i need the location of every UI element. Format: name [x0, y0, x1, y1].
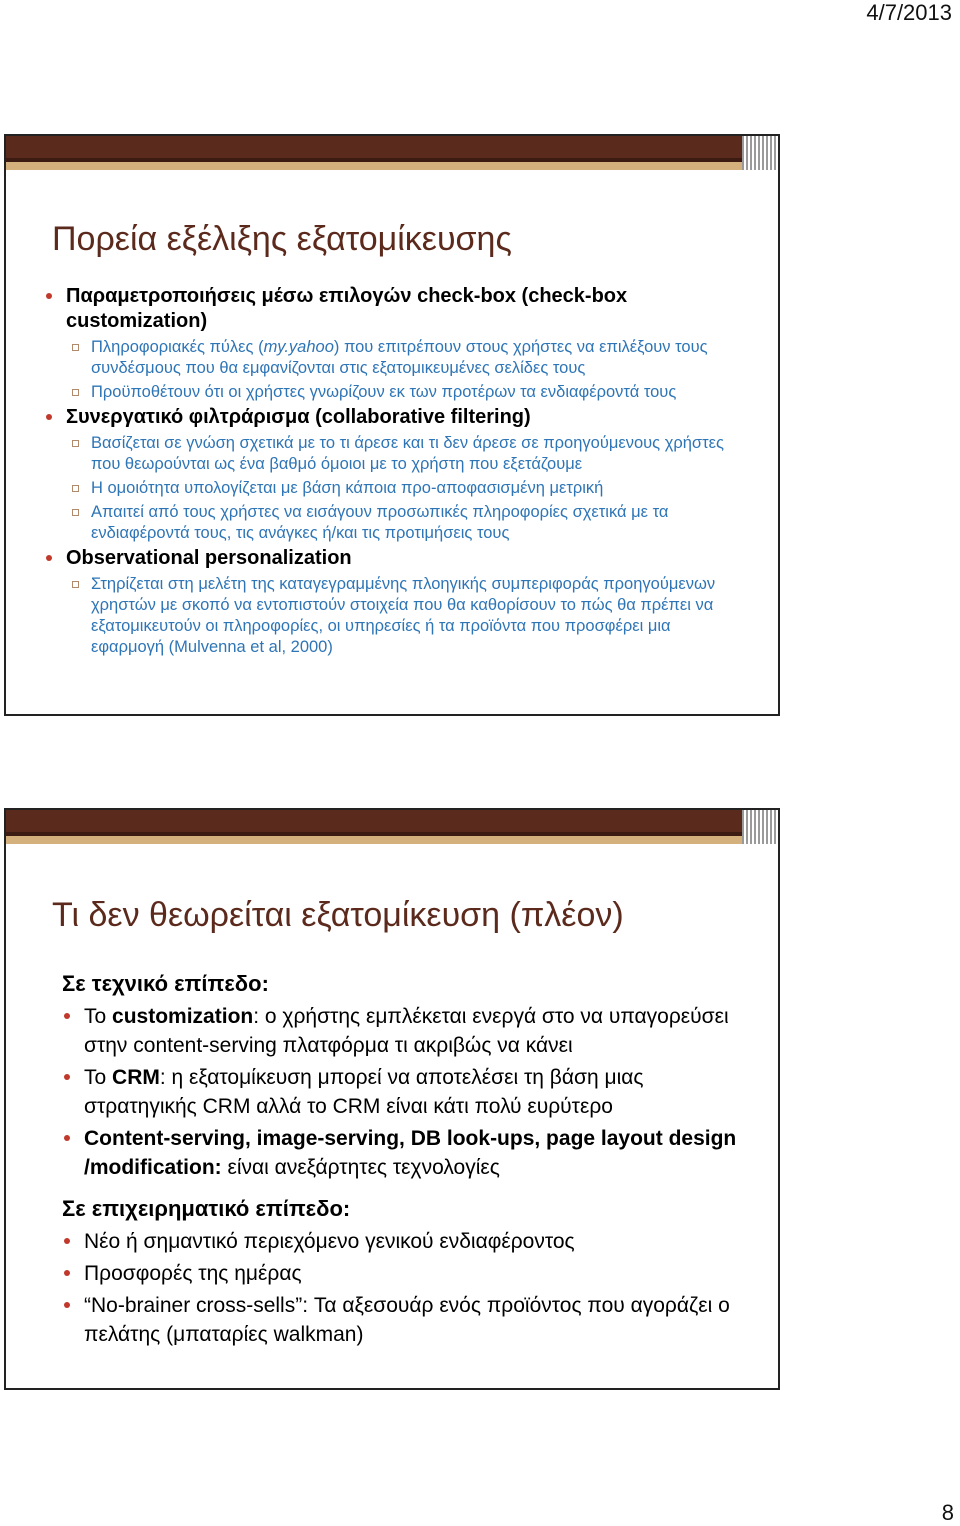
sub-bullet: Προϋποθέτουν ότι οι χρήστες γνωρίζουν εκ των προτέρων τα ενδιαφέροντά τους [44, 382, 748, 403]
item-bold: Content-serving, image-serving, DB look-ups, page layout design /modification: [84, 1127, 737, 1179]
list-item: Νέο ή σημαντικό περιεχόμενο γενικού ενδιαφέροντος [44, 1227, 748, 1256]
item-bold: CRM [112, 1066, 160, 1089]
slide-header-accent [6, 162, 778, 170]
item-bold: customization [112, 1005, 254, 1028]
slide-title: Τι δεν θεωρείται εξατομίκευση (πλέον) [52, 896, 624, 934]
corner-stripes [742, 810, 778, 844]
list-item: “No-brainer cross-sells”: Τα αξεσουάρ ενός προϊόντος που αγοράζει ο πελάτης (μπαταρίες walkman) [44, 1291, 748, 1349]
item-text: : ο χρήστης εμπλέκεται ενεργά στο να υπαγορεύσει στην content-serving πλατφόρμα τι ακριβώς να κάνει [84, 1005, 729, 1057]
item-text: : η εξατομίκευση μπορεί να αποτελέσει τη βάση μιας στρατηγικής CRM αλλά το CRM είναι κάτι πολύ ευρύτερο [84, 1066, 644, 1118]
sub-bullet: Απαιτεί από τους χρήστες να εισάγουν προσωπικές πληροφορίες σχετικά με τα ενδιαφέροντά τους, τις ανάγκες ή/και τις προτιμήσεις τους [44, 502, 748, 544]
item-text: Το [84, 1066, 113, 1089]
corner-stripes [742, 136, 778, 170]
sub-bullet-text: ) που επιτρέπουν στους χρήστες να επιλέξουν τους συνδέσμους που θα εμφανίζονται στις εξατομικευμένες σελίδες τους [91, 338, 708, 377]
list-item [44, 1002, 748, 1060]
bullet-check-box: Παραμετροποιήσεις μέσω επιλογών check-box (check-box customization) [44, 284, 748, 334]
section-heading-business: Σε επιχειρηματικό επίπεδο: [62, 1196, 351, 1221]
slide-header-accent [6, 836, 778, 844]
bullet-observational: Observational personalization [44, 546, 748, 571]
slide-body [44, 284, 748, 658]
list-item [44, 1124, 748, 1182]
sub-bullet-text: Πληροφοριακές πύλες ( [91, 338, 264, 356]
sub-bullet: Βασίζεται σε γνώση σχετικά με το τι άρεσε και τι δεν άρεσε σε προηγούμενους χρήστες που θεωρούνται ως ένα βαθμό όμοιοι με το χρήστη που εξετάζουμε [44, 433, 748, 475]
list-item: Προσφορές της ημέρας [44, 1259, 748, 1288]
page-number: 8 [941, 1500, 954, 1525]
slide-header-bar [6, 810, 778, 836]
slide-body [44, 970, 748, 1352]
sub-bullet: Η ομοιότητα υπολογίζεται με βάση κάποια προ-αποφασισμένη μετρική [44, 478, 748, 499]
sub-bullet-italic: my.yahoo [263, 338, 334, 356]
slide-2 [4, 808, 780, 1390]
slide-header-bar [6, 136, 778, 162]
item-text: είναι ανεξάρτητες τεχνολογίες [221, 1156, 500, 1179]
slide-title: Πορεία εξέλιξης εξατομίκευσης [52, 220, 512, 258]
section-heading-technical: Σε τεχνικό επίπεδο: [62, 971, 269, 996]
slide-1 [4, 134, 780, 716]
sub-bullet [44, 337, 748, 379]
item-text: Το [84, 1005, 113, 1028]
bullet-collaborative-filtering: Συνεργατικό φιλτράρισμα (collaborative filtering) [44, 405, 748, 430]
sub-bullet: Στηρίζεται στη μελέτη της καταγεγραμμένης πλοηγικής συμπεριφοράς προηγούμενων χρηστών με σκοπό να εντοπιστούν στοιχεία που θα καθορίσουν το πώς θα πρέπει να εξατομικευτούν οι πληροφορίες, οι υπηρεσίες ή τα προϊόντα που προσφέρει μια εφαρμογή (Mulvenna et al, 2000) [44, 574, 748, 658]
list-item [44, 1063, 748, 1121]
page-date: 4/7/2013 [866, 0, 952, 25]
